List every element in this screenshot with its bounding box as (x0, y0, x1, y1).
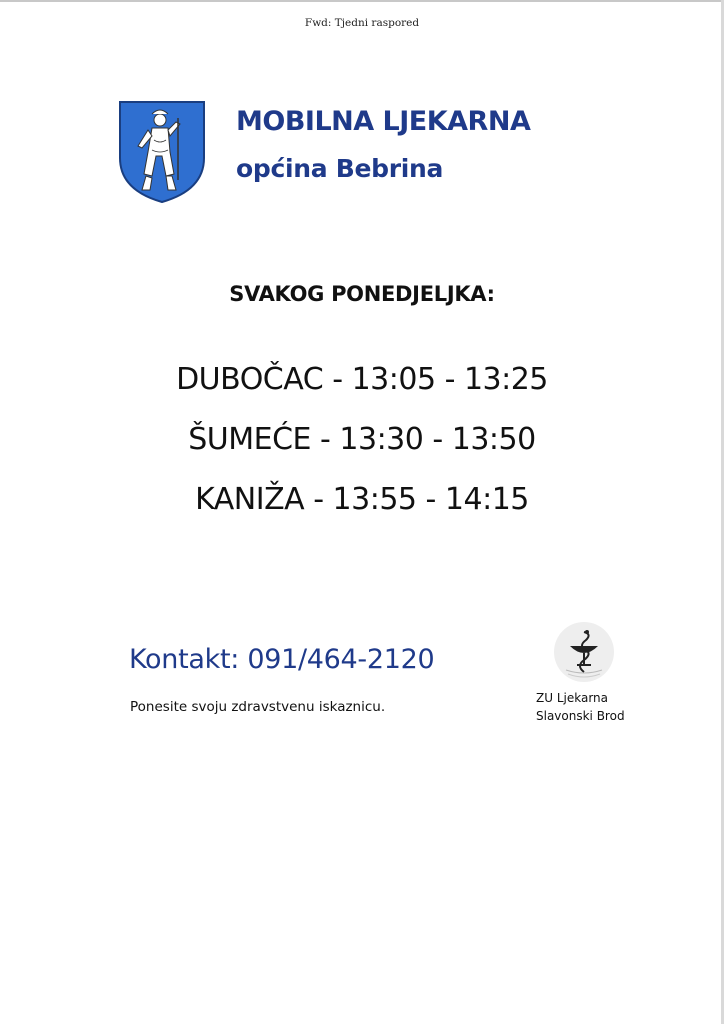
pharmacy-bowl-snake-icon (550, 620, 618, 684)
schedule-row-kaniza: KANIŽA - 13:55 - 14:15 (195, 482, 529, 517)
schedule-row-sumece: ŠUMEĆE - 13:30 - 13:50 (188, 422, 536, 457)
pharmacy-name-line2: Slavonski Brod (536, 709, 625, 723)
top-border (0, 0, 724, 2)
id-card-note: Ponesite svoju zdravstvenu iskaznicu. (130, 699, 386, 715)
schedule-heading: SVAKOG PONEDJELJKA: (229, 282, 495, 306)
schedule-row-dubocac: DUBOČAC - 13:05 - 13:25 (176, 362, 548, 397)
email-subject: Fwd: Tjedni raspored (304, 17, 420, 29)
pharmacy-name (536, 689, 625, 725)
coat-of-arms-icon (118, 100, 206, 204)
schedule-list (0, 360, 724, 540)
organization-subtitle: općina Bebrina (236, 154, 444, 183)
pharmacy-name-line1: ZU Ljekarna (536, 691, 608, 705)
organization-title: MOBILNA LJEKARNA (236, 106, 531, 137)
contact-phone: Kontakt: 091/464-2120 (129, 644, 435, 675)
